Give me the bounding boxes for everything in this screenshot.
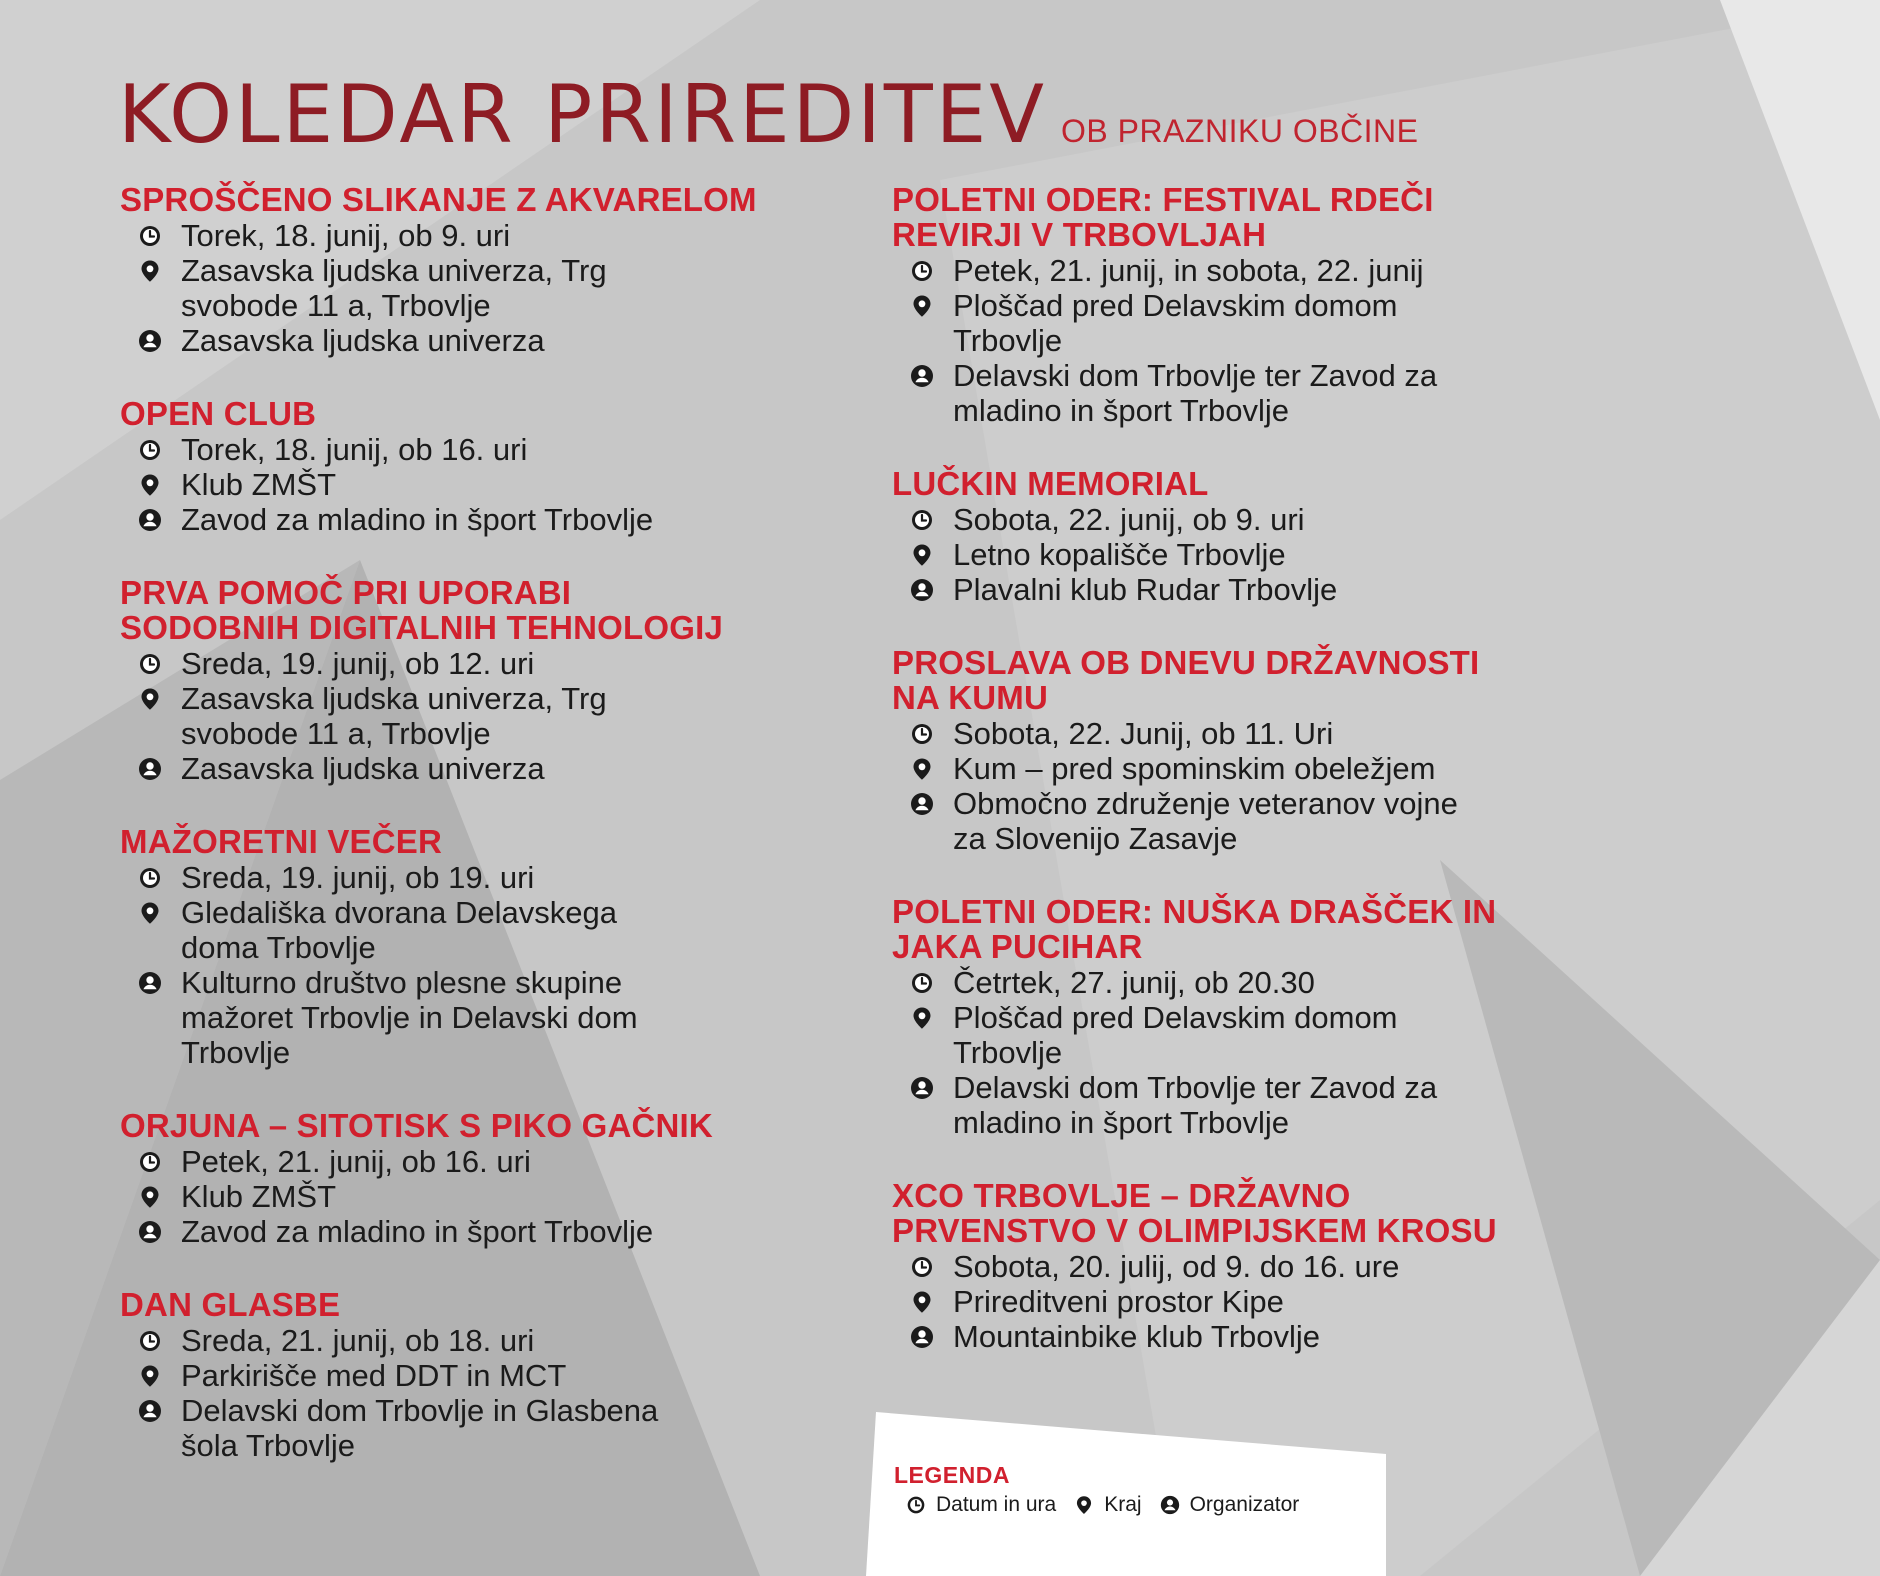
location-pin-icon bbox=[910, 294, 934, 318]
event-organizer: Območno združenje veteranov vojne za Slovenijo Zasavje bbox=[953, 786, 1458, 856]
person-icon bbox=[910, 578, 934, 602]
event-organizer: Zavod za mladino in šport Trbovlje bbox=[181, 1214, 654, 1249]
event-place: Klub ZMŠT bbox=[181, 467, 337, 502]
page-title: KOLEDAR PRIREDITEV bbox=[118, 68, 1047, 161]
event-place-row bbox=[138, 895, 760, 965]
person-icon bbox=[1160, 1495, 1180, 1515]
event-date-row bbox=[138, 646, 760, 681]
event-date-row bbox=[910, 716, 1532, 751]
person-icon bbox=[910, 1325, 934, 1349]
clock-icon bbox=[138, 438, 162, 462]
person-icon bbox=[910, 1076, 934, 1100]
event-block bbox=[892, 645, 1532, 856]
legend-items bbox=[906, 1493, 1317, 1517]
person-icon bbox=[138, 508, 162, 532]
event-block bbox=[892, 1178, 1532, 1354]
event-title: POLETNI ODER: FESTIVAL RDEČI REVIRJI V TRBOVLJAH bbox=[892, 181, 1434, 253]
legend-organizer-label: Organizator bbox=[1189, 1493, 1300, 1516]
event-date: Sreda, 19. junij, ob 12. uri bbox=[181, 646, 535, 681]
event-block bbox=[120, 824, 760, 1070]
clock-icon bbox=[906, 1495, 926, 1515]
event-date-row bbox=[910, 253, 1532, 288]
event-place: Zasavska ljudska univerza, Trg svobode 11 a, Trbovlje bbox=[181, 253, 607, 323]
location-pin-icon bbox=[138, 1185, 162, 1209]
event-place-row bbox=[138, 1358, 760, 1393]
events-column-right bbox=[892, 182, 1532, 1392]
event-date: Sobota, 20. julij, od 9. do 16. ure bbox=[953, 1249, 1400, 1284]
location-pin-icon bbox=[138, 1364, 162, 1388]
event-organizer: Zavod za mladino in šport Trbovlje bbox=[181, 502, 654, 537]
event-organizer-row bbox=[910, 358, 1532, 428]
event-place: Kum – pred spominskim obeležjem bbox=[953, 751, 1436, 786]
event-date-row bbox=[910, 1249, 1532, 1284]
event-place: Prireditveni prostor Kipe bbox=[953, 1284, 1284, 1319]
location-pin-icon bbox=[910, 757, 934, 781]
clock-icon bbox=[910, 1255, 934, 1279]
event-block bbox=[120, 182, 760, 358]
event-block bbox=[892, 182, 1532, 428]
event-place: Letno kopališče Trbovlje bbox=[953, 537, 1286, 572]
location-pin-icon bbox=[138, 901, 162, 925]
event-organizer-row bbox=[910, 1319, 1532, 1354]
event-block bbox=[892, 894, 1532, 1140]
event-date: Sobota, 22. junij, ob 9. uri bbox=[953, 502, 1305, 537]
legend-item-place bbox=[1074, 1493, 1141, 1517]
event-organizer: Delavski dom Trbovlje ter Zavod za mladino in šport Trbovlje bbox=[953, 358, 1438, 428]
event-place: Ploščad pred Delavskim domom Trbovlje bbox=[953, 288, 1398, 358]
event-title: ORJUNA – SITOTISK S PIKO GAČNIK bbox=[120, 1107, 713, 1144]
person-icon bbox=[138, 329, 162, 353]
event-date-row bbox=[910, 502, 1532, 537]
event-organizer-row bbox=[910, 1070, 1532, 1140]
event-organizer: Delavski dom Trbovlje in Glasbena šola Trbovlje bbox=[181, 1393, 659, 1463]
clock-icon bbox=[138, 866, 162, 890]
event-date-row bbox=[910, 965, 1532, 1000]
event-organizer-row bbox=[138, 502, 760, 537]
event-place-row bbox=[910, 288, 1532, 358]
event-organizer-row bbox=[138, 1214, 760, 1249]
event-date: Sobota, 22. Junij, ob 11. Uri bbox=[953, 716, 1334, 751]
event-block bbox=[120, 396, 760, 537]
event-date-row bbox=[138, 218, 760, 253]
person-icon bbox=[138, 757, 162, 781]
events-column-left bbox=[120, 182, 760, 1501]
event-date: Sreda, 21. junij, ob 18. uri bbox=[181, 1323, 535, 1358]
event-organizer-row bbox=[138, 965, 760, 1070]
event-place: Klub ZMŠT bbox=[181, 1179, 337, 1214]
clock-icon bbox=[138, 1329, 162, 1353]
event-place-row bbox=[910, 1284, 1532, 1319]
event-date-row bbox=[138, 432, 760, 467]
event-organizer: Zasavska ljudska univerza bbox=[181, 323, 545, 358]
event-organizer: Kulturno društvo plesne skupine mažoret Trbovlje in Delavski dom Trbovlje bbox=[181, 965, 638, 1070]
event-block bbox=[892, 466, 1532, 607]
event-title: POLETNI ODER: NUŠKA DRAŠČEK IN JAKA PUCIHAR bbox=[892, 893, 1497, 965]
event-organizer: Zasavska ljudska univerza bbox=[181, 751, 545, 786]
event-place-row bbox=[138, 467, 760, 502]
clock-icon bbox=[138, 224, 162, 248]
event-block bbox=[120, 1287, 760, 1463]
location-pin-icon bbox=[138, 259, 162, 283]
event-date-row bbox=[138, 1323, 760, 1358]
event-organizer-row bbox=[910, 786, 1532, 856]
location-pin-icon bbox=[910, 1290, 934, 1314]
person-icon bbox=[138, 1220, 162, 1244]
person-icon bbox=[910, 792, 934, 816]
person-icon bbox=[910, 364, 934, 388]
event-organizer: Plavalni klub Rudar Trbovlje bbox=[953, 572, 1338, 607]
event-date-row bbox=[138, 860, 760, 895]
event-date: Četrtek, 27. junij, ob 20.30 bbox=[953, 965, 1315, 1000]
event-date: Petek, 21. junij, in sobota, 22. junij bbox=[953, 253, 1424, 288]
person-icon bbox=[138, 1399, 162, 1423]
event-date: Petek, 21. junij, ob 16. uri bbox=[181, 1144, 531, 1179]
event-title: LUČKIN MEMORIAL bbox=[892, 465, 1209, 502]
legend-item-organizer bbox=[1160, 1493, 1300, 1517]
event-date: Sreda, 19. junij, ob 19. uri bbox=[181, 860, 535, 895]
event-title: DAN GLASBE bbox=[120, 1286, 341, 1323]
location-pin-icon bbox=[1074, 1495, 1094, 1515]
event-place: Gledališka dvorana Delavskega doma Trbovlje bbox=[181, 895, 617, 965]
legend-date-label: Datum in ura bbox=[936, 1493, 1057, 1516]
event-title: PRVA POMOČ PRI UPORABI SODOBNIH DIGITALNIH TEHNOLOGIJ bbox=[120, 574, 724, 646]
clock-icon bbox=[910, 508, 934, 532]
clock-icon bbox=[910, 971, 934, 995]
event-date-row bbox=[138, 1144, 760, 1179]
event-block bbox=[120, 575, 760, 786]
event-title: OPEN CLUB bbox=[120, 395, 317, 432]
event-title: PROSLAVA OB DNEVU DRŽAVNOSTI NA KUMU bbox=[892, 644, 1480, 716]
event-organizer-row bbox=[138, 751, 760, 786]
clock-icon bbox=[910, 259, 934, 283]
event-organizer-row bbox=[138, 323, 760, 358]
event-place: Ploščad pred Delavskim domom Trbovlje bbox=[953, 1000, 1398, 1070]
event-organizer: Delavski dom Trbovlje ter Zavod za mladino in šport Trbovlje bbox=[953, 1070, 1438, 1140]
event-place: Parkirišče med DDT in MCT bbox=[181, 1358, 567, 1393]
event-title: SPROŠČENO SLIKANJE Z AKVARELOM bbox=[120, 181, 757, 218]
legend bbox=[894, 1462, 1317, 1517]
event-place: Zasavska ljudska univerza, Trg svobode 11 a, Trbovlje bbox=[181, 681, 607, 751]
clock-icon bbox=[138, 1150, 162, 1174]
page-subtitle: OB PRAZNIKU OBČINE bbox=[1061, 113, 1419, 149]
event-place-row bbox=[138, 681, 760, 751]
location-pin-icon bbox=[138, 473, 162, 497]
clock-icon bbox=[138, 652, 162, 676]
event-place-row bbox=[910, 537, 1532, 572]
event-place-row bbox=[910, 751, 1532, 786]
event-organizer-row bbox=[138, 1393, 760, 1463]
event-place-row bbox=[910, 1000, 1532, 1070]
legend-title: LEGENDA bbox=[894, 1462, 1010, 1488]
legend-place-label: Kraj bbox=[1104, 1493, 1142, 1516]
clock-icon bbox=[910, 722, 934, 746]
event-date: Torek, 18. junij, ob 9. uri bbox=[181, 218, 511, 253]
event-organizer-row bbox=[910, 572, 1532, 607]
person-icon bbox=[138, 971, 162, 995]
event-place-row bbox=[138, 253, 760, 323]
event-organizer: Mountainbike klub Trbovlje bbox=[953, 1319, 1321, 1354]
location-pin-icon bbox=[138, 687, 162, 711]
event-place-row bbox=[138, 1179, 760, 1214]
header bbox=[118, 68, 1419, 161]
event-title: XCO TRBOVLJE – DRŽAVNO PRVENSTVO V OLIMPIJSKEM KROSU bbox=[892, 1177, 1497, 1249]
event-title: MAŽORETNI VEČER bbox=[120, 823, 443, 860]
location-pin-icon bbox=[910, 543, 934, 567]
legend-item-date bbox=[906, 1493, 1056, 1517]
event-date: Torek, 18. junij, ob 16. uri bbox=[181, 432, 528, 467]
event-block bbox=[120, 1108, 760, 1249]
location-pin-icon bbox=[910, 1006, 934, 1030]
